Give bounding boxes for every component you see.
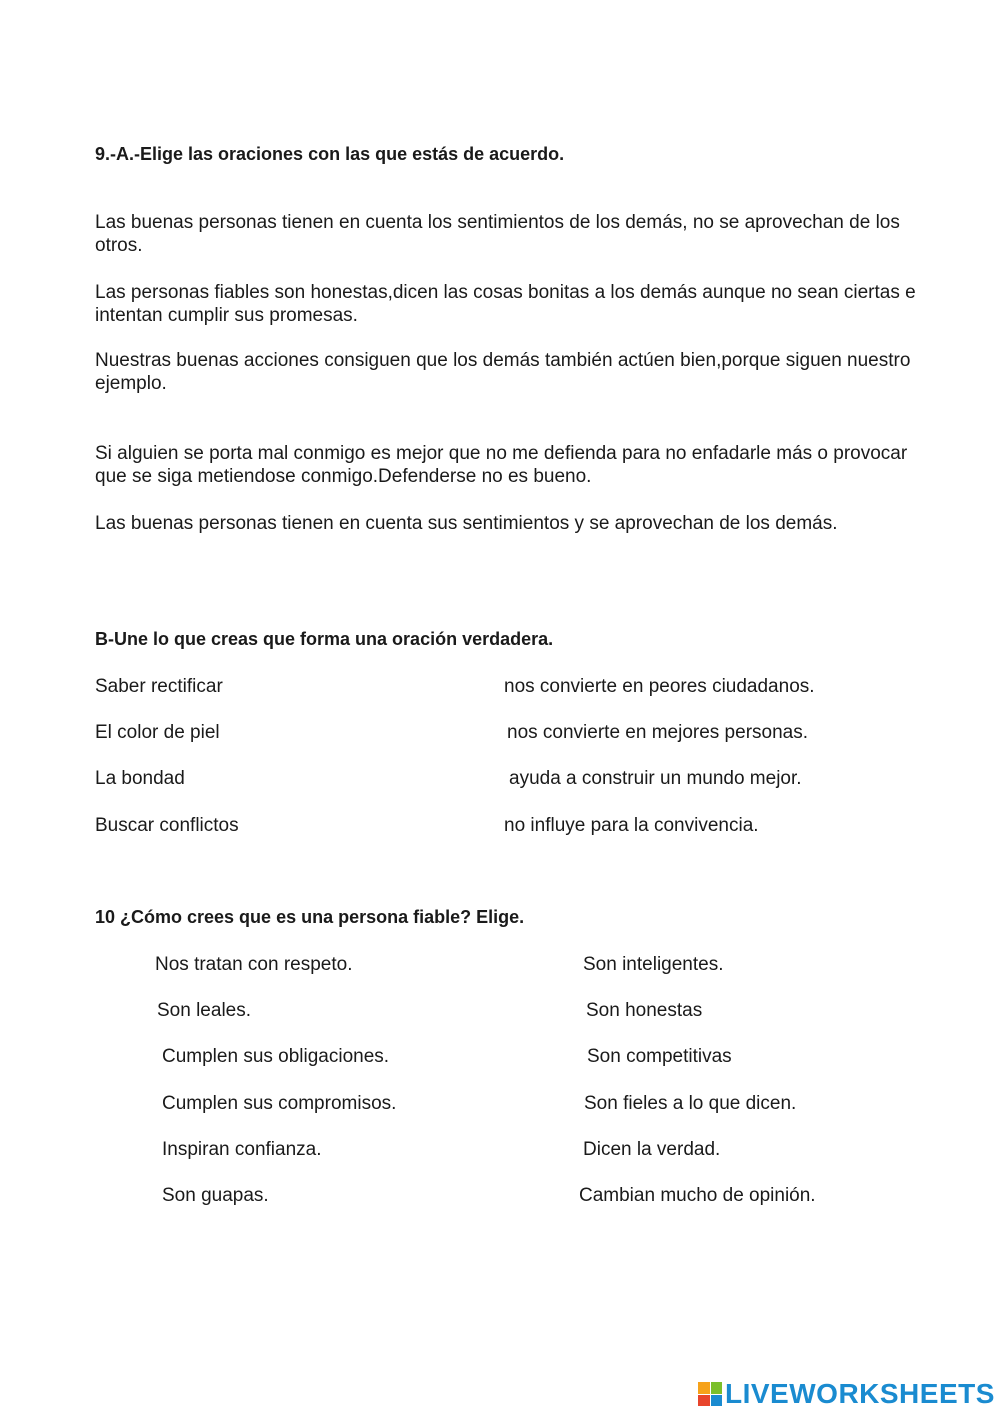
match-right-item[interactable]: nos convierte en peores ciudadanos. — [504, 676, 815, 697]
option-item[interactable]: Nos tratan con respeto. — [155, 954, 353, 975]
statement-1[interactable]: Las buenas personas tienen en cuenta los sentimientos de los demás, no se aprovechan de los otros. — [95, 212, 900, 256]
option-item[interactable]: Son leales. — [157, 1000, 252, 1021]
option-item[interactable]: Son honestas — [586, 1000, 703, 1021]
match-right-item[interactable]: nos convierte en mejores personas. — [507, 722, 808, 743]
option-item[interactable]: Cumplen sus obligaciones. — [162, 1046, 390, 1067]
option-item[interactable]: Cumplen sus compromisos. — [162, 1093, 397, 1114]
option-item[interactable]: Son guapas. — [162, 1185, 269, 1206]
statement-5[interactable]: Las buenas personas tienen en cuenta sus sentimientos y se aprovechan de los demás. — [95, 513, 838, 534]
option-item[interactable]: Son inteligentes. — [583, 954, 724, 975]
section-b-title: B-Une lo que creas que forma una oración verdadera. — [95, 629, 554, 649]
brand-name: LIVEWORKSHEETS — [725, 1378, 995, 1409]
statement-3[interactable]: Nuestras buenas acciones consiguen que los demás también actúen bien,porque siguen nuestro ejemplo. — [95, 350, 911, 394]
liveworksheets-logo[interactable] — [698, 1377, 995, 1411]
option-item[interactable]: Cambian mucho de opinión. — [579, 1185, 816, 1206]
match-right-item[interactable]: ayuda a construir un mundo mejor. — [509, 768, 802, 789]
match-left-item[interactable]: La bondad — [95, 768, 185, 789]
section-9-title: 9.-A.-Elige las oraciones con las que estás de acuerdo. — [95, 144, 565, 164]
option-item[interactable]: Inspiran confianza. — [162, 1139, 322, 1160]
liveworksheets-logo-icon — [698, 1382, 722, 1406]
match-left-item[interactable]: El color de piel — [95, 722, 220, 743]
match-right-item[interactable]: no influye para la convivencia. — [504, 815, 759, 836]
section-10-title: 10 ¿Cómo crees que es una persona fiable? Elige. — [95, 907, 525, 927]
match-left-item[interactable]: Saber rectificar — [95, 676, 223, 697]
statement-2[interactable]: Las personas fiables son honestas,dicen las cosas bonitas a los demás aunque no sean ciertas e intentan cumplir sus promesas. — [95, 282, 916, 326]
statement-4[interactable]: Si alguien se porta mal conmigo es mejor que no me defienda para no enfadarle más o provocar que se siga metiendose conmigo.Defenderse no es bueno. — [95, 443, 908, 487]
option-item[interactable]: Son fieles a lo que dicen. — [584, 1093, 797, 1114]
option-item[interactable]: Dicen la verdad. — [583, 1139, 721, 1160]
match-left-item[interactable]: Buscar conflictos — [95, 815, 239, 836]
option-item[interactable]: Son competitivas — [587, 1046, 732, 1067]
